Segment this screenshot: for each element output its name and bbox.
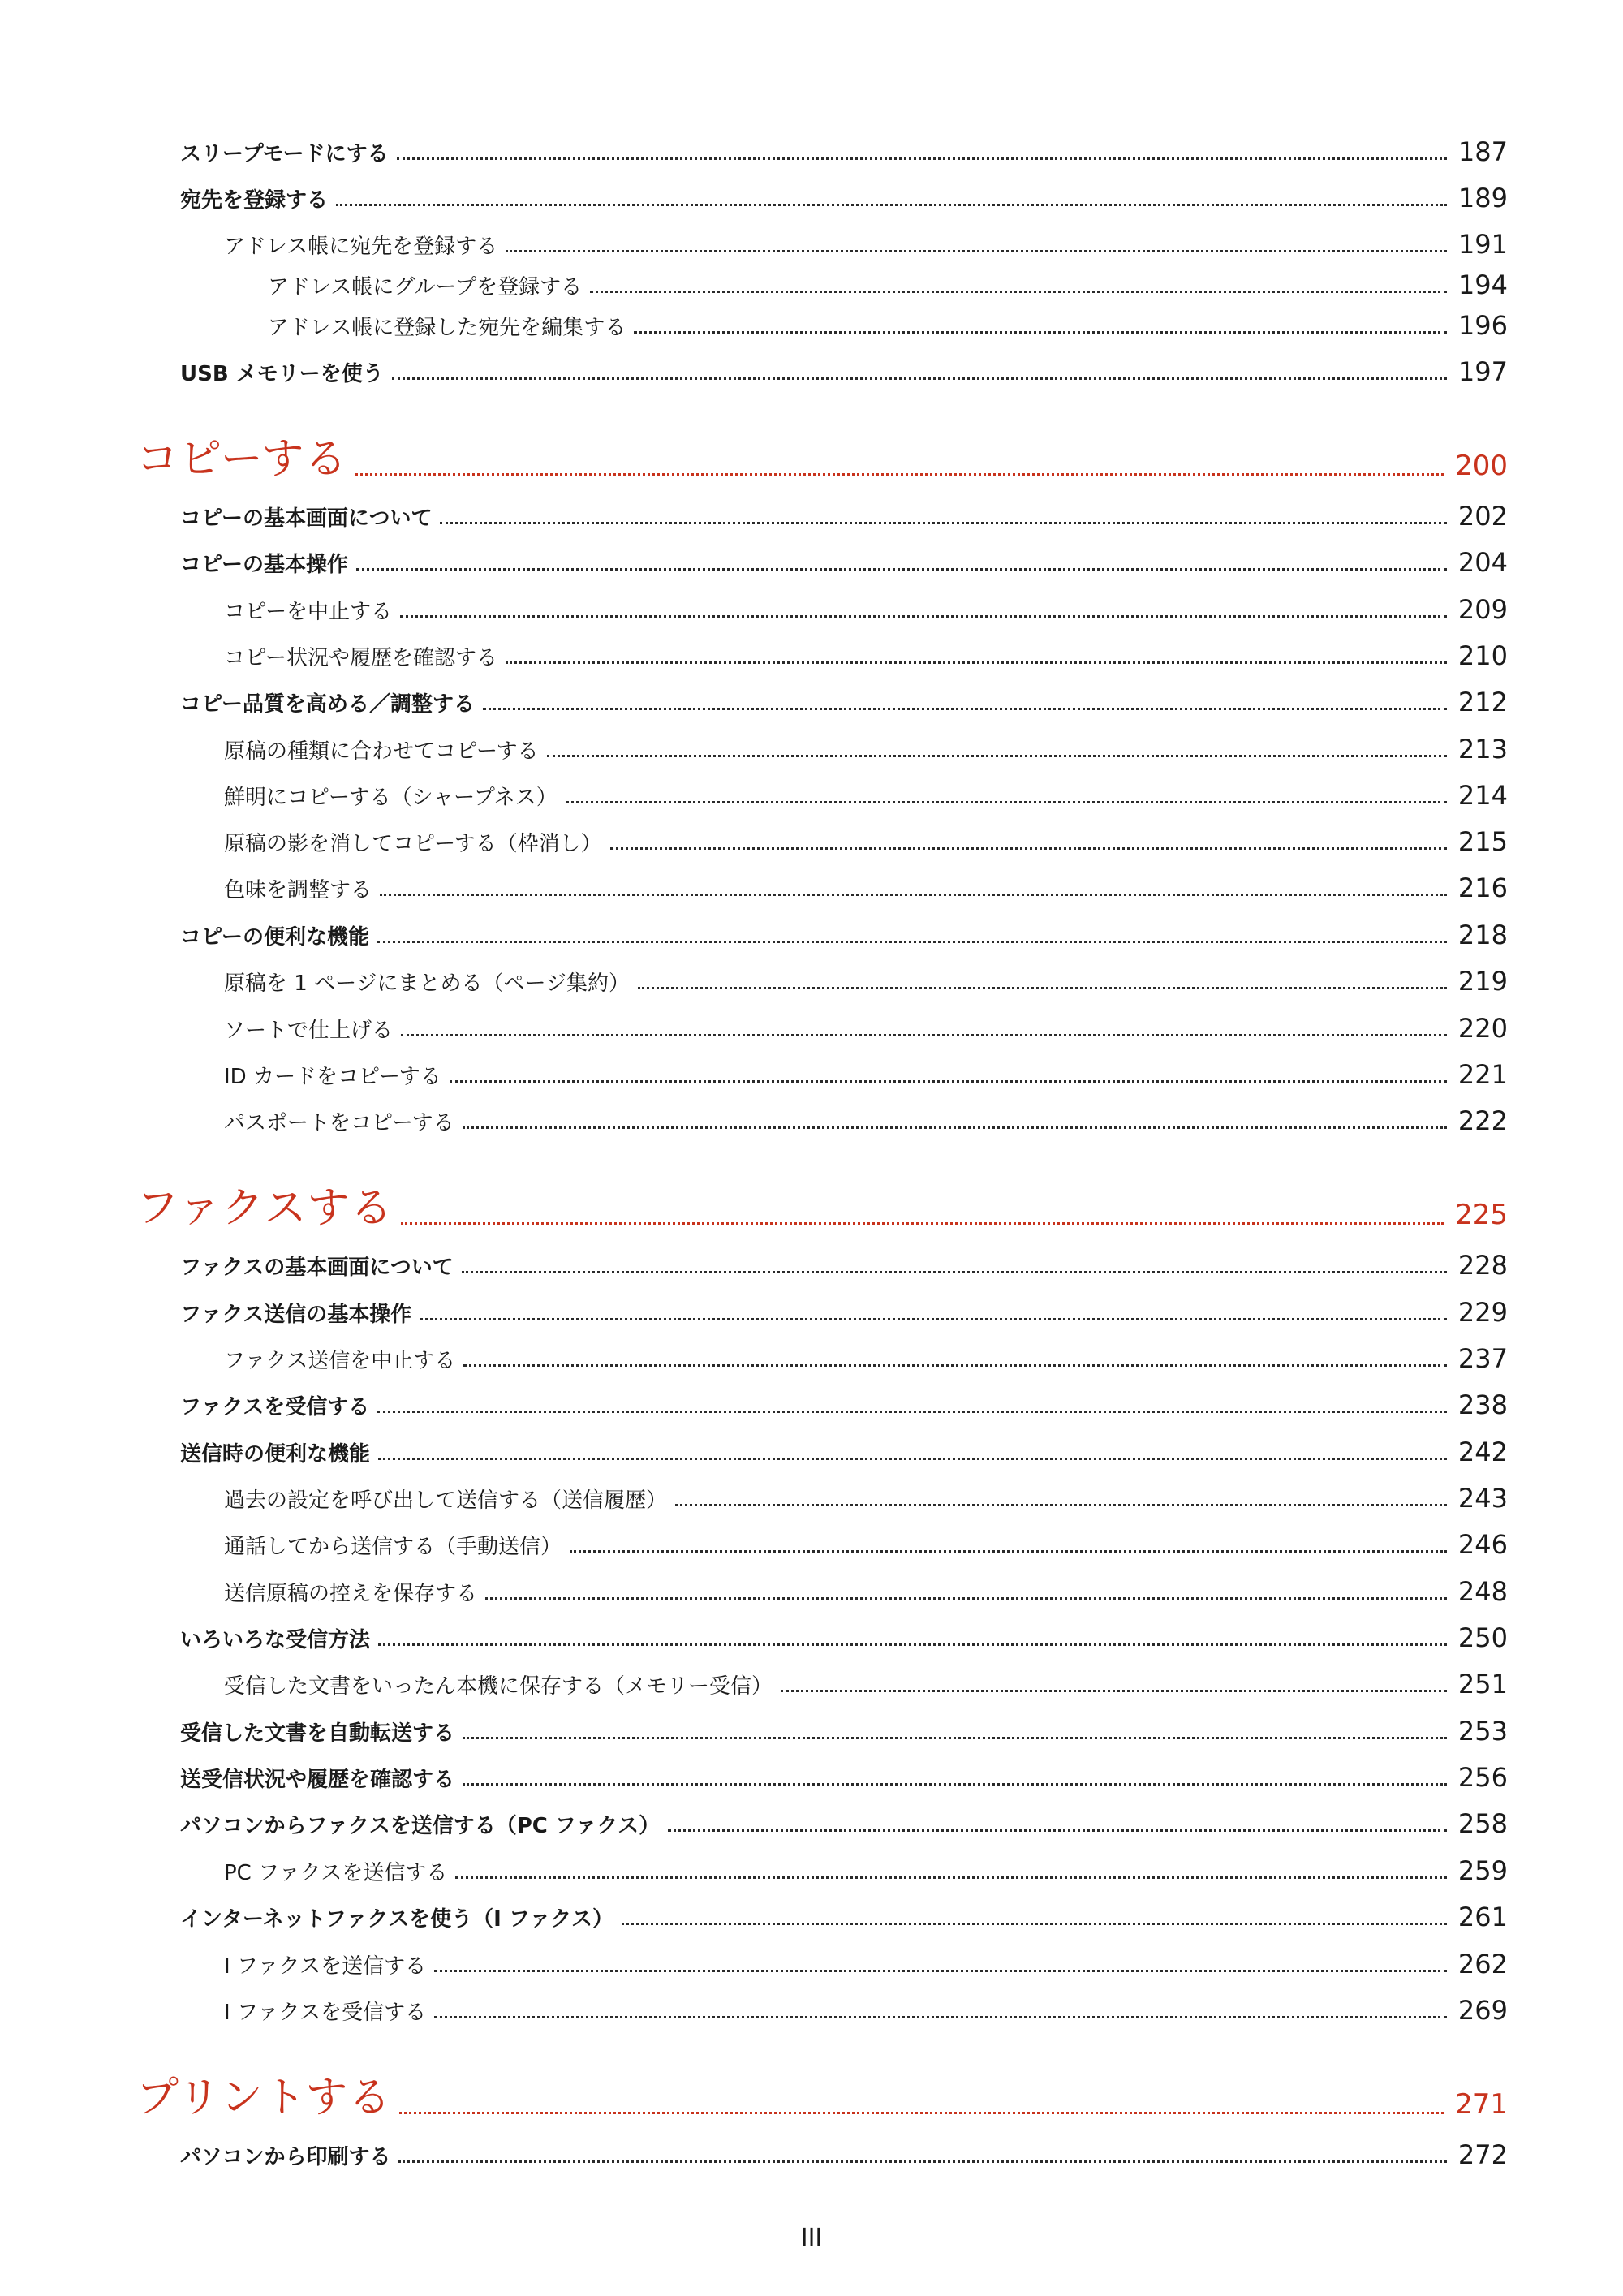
toc-page-number: 271: [1455, 2088, 1508, 2121]
toc-page-number: 220: [1457, 1013, 1508, 1044]
toc-page-number: 204: [1457, 547, 1508, 578]
toc-entry-title: パソコンからファクスを送信する（PC ファクス）: [180, 1814, 661, 1838]
toc-entry-title: ID カードをコピーする: [224, 1065, 441, 1089]
toc-entry-title: プリントする: [136, 2074, 392, 2122]
toc-entry[interactable]: [224, 1518, 1508, 1560]
toc-page-number: 272: [1457, 2139, 1508, 2170]
toc-entry[interactable]: [224, 861, 1508, 903]
dot-leader: [400, 615, 1447, 618]
toc-entry-title: USB メモリーを使う: [180, 362, 384, 386]
toc-entry[interactable]: [180, 1890, 1508, 1932]
dot-leader: [675, 1504, 1447, 1506]
toc-page-number: 228: [1457, 1250, 1508, 1281]
toc-entry[interactable]: [224, 1844, 1508, 1886]
toc-entry-title: 送受信状況や履歴を確認する: [180, 1768, 455, 1792]
toc-page-number: 261: [1457, 1902, 1508, 1932]
toc-entry-title: コピーの基本画面について: [180, 506, 433, 531]
toc-entry-title: 鮮明にコピーする（シャープネス）: [224, 786, 558, 810]
toc-page-number: 194: [1457, 269, 1508, 300]
dot-leader: [434, 2016, 1447, 2018]
dot-leader: [399, 2112, 1444, 2114]
toc-entry-title: いろいろな受信方法: [180, 1628, 371, 1652]
toc-page-number: 197: [1457, 356, 1508, 387]
toc-entry-title: ファクスを受信する: [180, 1395, 370, 1419]
dot-leader: [463, 1783, 1447, 1786]
toc-entry-title: 原稿の種類に合わせてコピーする: [224, 739, 539, 764]
toc-page-number: 215: [1457, 826, 1508, 857]
toc-entry-title: コピーの基本操作: [180, 553, 348, 577]
toc-chapter-heading[interactable]: [136, 2066, 1508, 2124]
toc-page-number: 191: [1457, 229, 1508, 260]
dot-leader: [378, 1458, 1447, 1460]
toc-entry[interactable]: [180, 345, 1508, 387]
toc-entry[interactable]: [268, 299, 1508, 341]
dot-leader: [506, 250, 1447, 252]
toc-page-number: 250: [1457, 1622, 1508, 1653]
dot-leader: [380, 894, 1447, 896]
toc-entry-title: 色味を調整する: [224, 878, 372, 902]
toc-entry[interactable]: [180, 125, 1508, 167]
toc-entry[interactable]: [268, 258, 1508, 300]
toc-entry-title: インターネットファクスを使う（I ファクス）: [180, 1907, 614, 1932]
toc-entry-title: 送信時の便利な機能: [180, 1442, 371, 1467]
dot-leader: [483, 708, 1447, 710]
dot-leader: [463, 1737, 1447, 1739]
toc-entry[interactable]: [180, 171, 1508, 213]
toc-page-number: 225: [1455, 1199, 1508, 1231]
toc-entry[interactable]: [180, 1797, 1508, 1839]
toc-entry-title: 通話してから送信する（手動送信）: [224, 1535, 562, 1559]
toc-entry[interactable]: [224, 815, 1508, 857]
toc-page-number: 200: [1455, 450, 1508, 482]
toc-page-number: 256: [1457, 1762, 1508, 1793]
toc-entry-title: 受信した文書を自動転送する: [180, 1721, 455, 1746]
toc-entry[interactable]: [180, 908, 1508, 950]
dot-leader: [378, 1643, 1447, 1646]
toc-page-number: 212: [1457, 687, 1508, 717]
toc-page-number: 202: [1457, 501, 1508, 532]
toc-page-number: 243: [1457, 1483, 1508, 1514]
toc-entry-title: アドレス帳にグループを登録する: [268, 275, 583, 299]
dot-leader: [377, 1411, 1447, 1413]
toc-page-number: 253: [1457, 1716, 1508, 1747]
dot-leader: [463, 1126, 1447, 1129]
dot-leader: [392, 377, 1447, 380]
toc-entry-title: ファクスする: [136, 1184, 394, 1233]
toc-entry-title: コピーする: [136, 435, 348, 484]
toc-page-number: 196: [1457, 310, 1508, 341]
dot-leader: [398, 2160, 1446, 2163]
toc-entry[interactable]: [180, 1378, 1508, 1420]
dot-leader: [485, 1597, 1447, 1600]
toc-entry[interactable]: [224, 1002, 1508, 1044]
toc-page-number: 258: [1457, 1808, 1508, 1839]
toc-entry-title: アドレス帳に宛先を登録する: [224, 235, 498, 259]
dot-leader: [355, 473, 1444, 476]
toc-entry[interactable]: [180, 489, 1508, 532]
dot-leader: [440, 522, 1446, 524]
dot-leader: [566, 801, 1447, 803]
toc-entry[interactable]: [180, 536, 1508, 578]
toc-entry[interactable]: [180, 2128, 1508, 2170]
toc-entry[interactable]: [180, 1751, 1508, 1793]
toc-page-number: 222: [1457, 1105, 1508, 1136]
page-folio: III: [800, 2224, 823, 2252]
dot-leader: [401, 1034, 1447, 1036]
toc-page-number: 262: [1457, 1949, 1508, 1979]
dot-leader: [462, 1271, 1447, 1273]
dot-leader: [397, 157, 1447, 160]
dot-leader: [356, 568, 1447, 571]
toc-entry[interactable]: [180, 1704, 1508, 1747]
dot-leader: [434, 1970, 1447, 1972]
toc-page-number: 221: [1457, 1059, 1508, 1090]
toc-entry[interactable]: [180, 675, 1508, 717]
toc-entry-title: ファクス送信の基本操作: [180, 1303, 412, 1327]
dot-leader: [590, 291, 1447, 293]
toc-entry-title: ファクスの基本画面について: [180, 1256, 454, 1280]
dot-leader: [377, 941, 1447, 943]
toc-entry[interactable]: [224, 1332, 1508, 1374]
toc-chapter-heading[interactable]: [136, 1176, 1508, 1234]
toc-entry-title: パソコンから印刷する: [180, 2145, 391, 2169]
toc-entry-title: パスポートをコピーする: [224, 1111, 454, 1135]
toc-entry-title: 原稿を 1 ページにまとめる（ページ集約）: [224, 971, 631, 996]
toc-entry[interactable]: [224, 1094, 1508, 1136]
toc-page-number: 242: [1457, 1437, 1508, 1467]
toc-entry-title: 受信した文書をいったん本機に保存する（メモリー受信）: [224, 1674, 773, 1699]
dot-leader: [455, 1876, 1447, 1879]
toc-page-number: 238: [1457, 1389, 1508, 1420]
toc-entry[interactable]: [224, 722, 1508, 765]
toc-entry-title: スリープモードにする: [180, 142, 389, 166]
toc-entry[interactable]: [224, 954, 1508, 997]
toc-page-number: 229: [1457, 1297, 1508, 1328]
toc-entry[interactable]: [224, 629, 1508, 671]
dot-leader: [506, 661, 1447, 664]
toc-entry-title: 送信原稿の控えを保存する: [224, 1582, 478, 1606]
toc-entry[interactable]: [224, 1657, 1508, 1699]
toc-entry-title: 過去の設定を呼び出して送信する（送信履歴）: [224, 1488, 668, 1513]
dot-leader: [336, 204, 1447, 206]
dot-leader: [638, 987, 1447, 989]
toc-page-number: 269: [1457, 1995, 1508, 2026]
toc-entry[interactable]: [180, 1286, 1508, 1328]
toc-entry[interactable]: [180, 1425, 1508, 1467]
toc-page-number: 209: [1457, 594, 1508, 625]
toc-entry-title: コピー状況や履歴を確認する: [224, 646, 497, 670]
toc-page-number: 214: [1457, 780, 1508, 811]
toc-chapter-heading[interactable]: [136, 427, 1508, 485]
dot-leader: [668, 1829, 1447, 1832]
toc-page-number: 219: [1457, 966, 1508, 997]
dot-leader: [420, 1318, 1447, 1320]
dot-leader: [450, 1080, 1447, 1083]
toc-entry-title: ソートで仕上げる: [224, 1019, 394, 1043]
toc-entry-title: コピーを中止する: [224, 600, 392, 624]
toc-entry[interactable]: [224, 1565, 1508, 1607]
dot-leader: [634, 331, 1447, 334]
dot-leader: [781, 1690, 1447, 1692]
toc-entry-title: 原稿の影を消してコピーする（枠消し）: [224, 832, 602, 856]
dot-leader: [547, 755, 1447, 757]
toc-entry[interactable]: [224, 1984, 1508, 2026]
dot-leader: [401, 1222, 1444, 1225]
dot-leader: [622, 1923, 1447, 1925]
dot-leader: [610, 847, 1447, 850]
dot-leader: [570, 1550, 1447, 1553]
dot-leader: [463, 1364, 1447, 1367]
toc-entry-title: コピーの便利な機能: [180, 925, 369, 950]
toc-entry-title: 宛先を登録する: [180, 188, 329, 213]
toc-entry-title: ファクス送信を中止する: [224, 1349, 456, 1373]
toc-entry-title: コピー品質を高める／調整する: [180, 692, 475, 717]
toc-page-number: 189: [1457, 183, 1508, 213]
toc-entry[interactable]: [224, 1471, 1508, 1514]
toc-entry-title: I ファクスを送信する: [224, 1954, 427, 1979]
toc-page-number: 259: [1457, 1855, 1508, 1886]
toc-page-number: 216: [1457, 872, 1508, 903]
toc-entry[interactable]: [224, 1937, 1508, 1979]
toc-page-number: 246: [1457, 1529, 1508, 1560]
toc-page-number: 213: [1457, 734, 1508, 765]
toc-entry[interactable]: [180, 1611, 1508, 1653]
toc-page-number: 210: [1457, 640, 1508, 671]
toc-entry-title: アドレス帳に登録した宛先を編集する: [268, 316, 626, 340]
toc-entry[interactable]: [224, 218, 1508, 260]
toc-entry[interactable]: [224, 1048, 1508, 1090]
toc-page-number: 237: [1457, 1343, 1508, 1374]
toc-entry[interactable]: [180, 1238, 1508, 1281]
toc-entry[interactable]: [224, 769, 1508, 811]
toc-page-number: 218: [1457, 920, 1508, 950]
toc-entry[interactable]: [224, 583, 1508, 625]
toc-page-number: 187: [1457, 136, 1508, 167]
toc-entry-title: I ファクスを受信する: [224, 2001, 427, 2025]
toc-page-number: 251: [1457, 1669, 1508, 1699]
toc-page-number: 248: [1457, 1576, 1508, 1607]
toc-entry-title: PC ファクスを送信する: [224, 1861, 448, 1885]
